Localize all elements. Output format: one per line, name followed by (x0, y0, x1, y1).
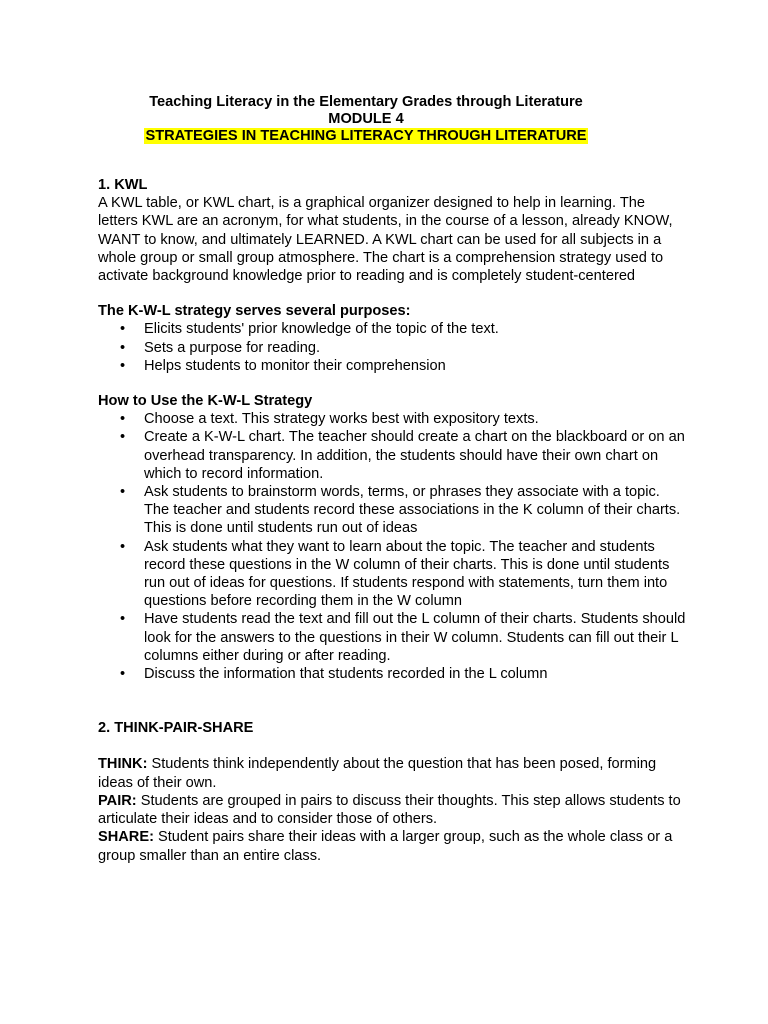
list-item: • Ask students to brainstorm words, terms, or phrases they associate with a topic. The teacher and students record these associations in the K column of their charts. This is done until students run out of ideas (120, 484, 681, 537)
kwl-heading: 1. KWL (98, 177, 148, 193)
bullet-icon: • (120, 484, 126, 501)
think-label: THINK: (98, 756, 148, 773)
pair-text: Students are grouped in pairs to discuss their thoughts. This step allows students to articulate their ideas and to consider those of others. (98, 792, 681, 828)
share-label: SHARE: (98, 829, 154, 846)
pair-label: PAIR: (98, 792, 137, 809)
tps-heading: 2. THINK-PAIR-SHARE (98, 720, 254, 737)
kwl-purposes-heading: The K-W-L strategy serves several purposes: (98, 303, 411, 320)
bullet-icon: • (120, 321, 126, 338)
kwl-howto-list (98, 410, 688, 683)
module-title: MODULE 4 (328, 111, 404, 127)
bullet-icon: • (120, 666, 126, 683)
list-item: • Create a K-W-L chart. The teacher should create a chart on the blackboard or on an overhead transparency. In addition, the students should have their own chart on which to record information. (120, 429, 685, 482)
list-item: • Have students read the text and fill out the L column of their charts. Students should look for the answers to the questions in their W column. Students can fill out their L columns either during or after reading. (120, 611, 686, 664)
bullet-icon: • (120, 538, 126, 555)
think-text: Students think independently about the question that has been posed, forming ideas of their own. (98, 756, 657, 791)
bullet-icon: • (120, 611, 126, 628)
tps-pair-paragraph (98, 792, 688, 828)
list-item: • Ask students what they want to learn about the topic. The teacher and students record these questions in the W column of their charts. This is done until students run out of ideas for questions. If students respond with statements, turn them into questions before recording them in the W column (120, 538, 670, 610)
document-body (98, 176, 688, 865)
kwl-howto-heading: How to Use the K-W-L Strategy (98, 393, 313, 410)
bullet-icon: • (120, 357, 126, 374)
bullet-icon: • (120, 429, 126, 446)
list-item: • Discuss the information that students recorded in the L column (120, 666, 548, 683)
document-header (0, 94, 732, 145)
kwl-purposes-list (98, 320, 688, 375)
list-item: • Choose a text. This strategy works best with expository texts. (120, 411, 539, 428)
list-item: • Elicits students' prior knowledge of the topic of the text. (120, 321, 499, 338)
bullet-icon: • (120, 411, 126, 428)
share-text: Student pairs share their ideas with a larger group, such as the whole class or a group smaller than an entire class. (98, 829, 673, 864)
kwl-intro-paragraph: A KWL table, or KWL chart, is a graphical organizer designed to help in learning. The letters KWL are an acronym, for what students, in the course of a lesson, already KNOW, WANT to know, and ultimately LEARNED. A KWL chart can be used for all subjects in a whole group or small group atmosphere. The chart is a comprehension strategy used to activate background knowledge prior to reading and is completely student-centered (98, 195, 673, 285)
course-title: Teaching Literacy in the Elementary Grades through Literature (149, 94, 583, 110)
list-item: • Helps students to monitor their comprehension (120, 357, 446, 374)
tps-think-paragraph (98, 755, 688, 791)
list-item: • Sets a purpose for reading. (120, 339, 321, 356)
tps-share-paragraph (98, 828, 688, 864)
section-subtitle: STRATEGIES IN TEACHING LITERACY THROUGH LITERATURE (145, 128, 587, 144)
bullet-icon: • (120, 339, 126, 356)
